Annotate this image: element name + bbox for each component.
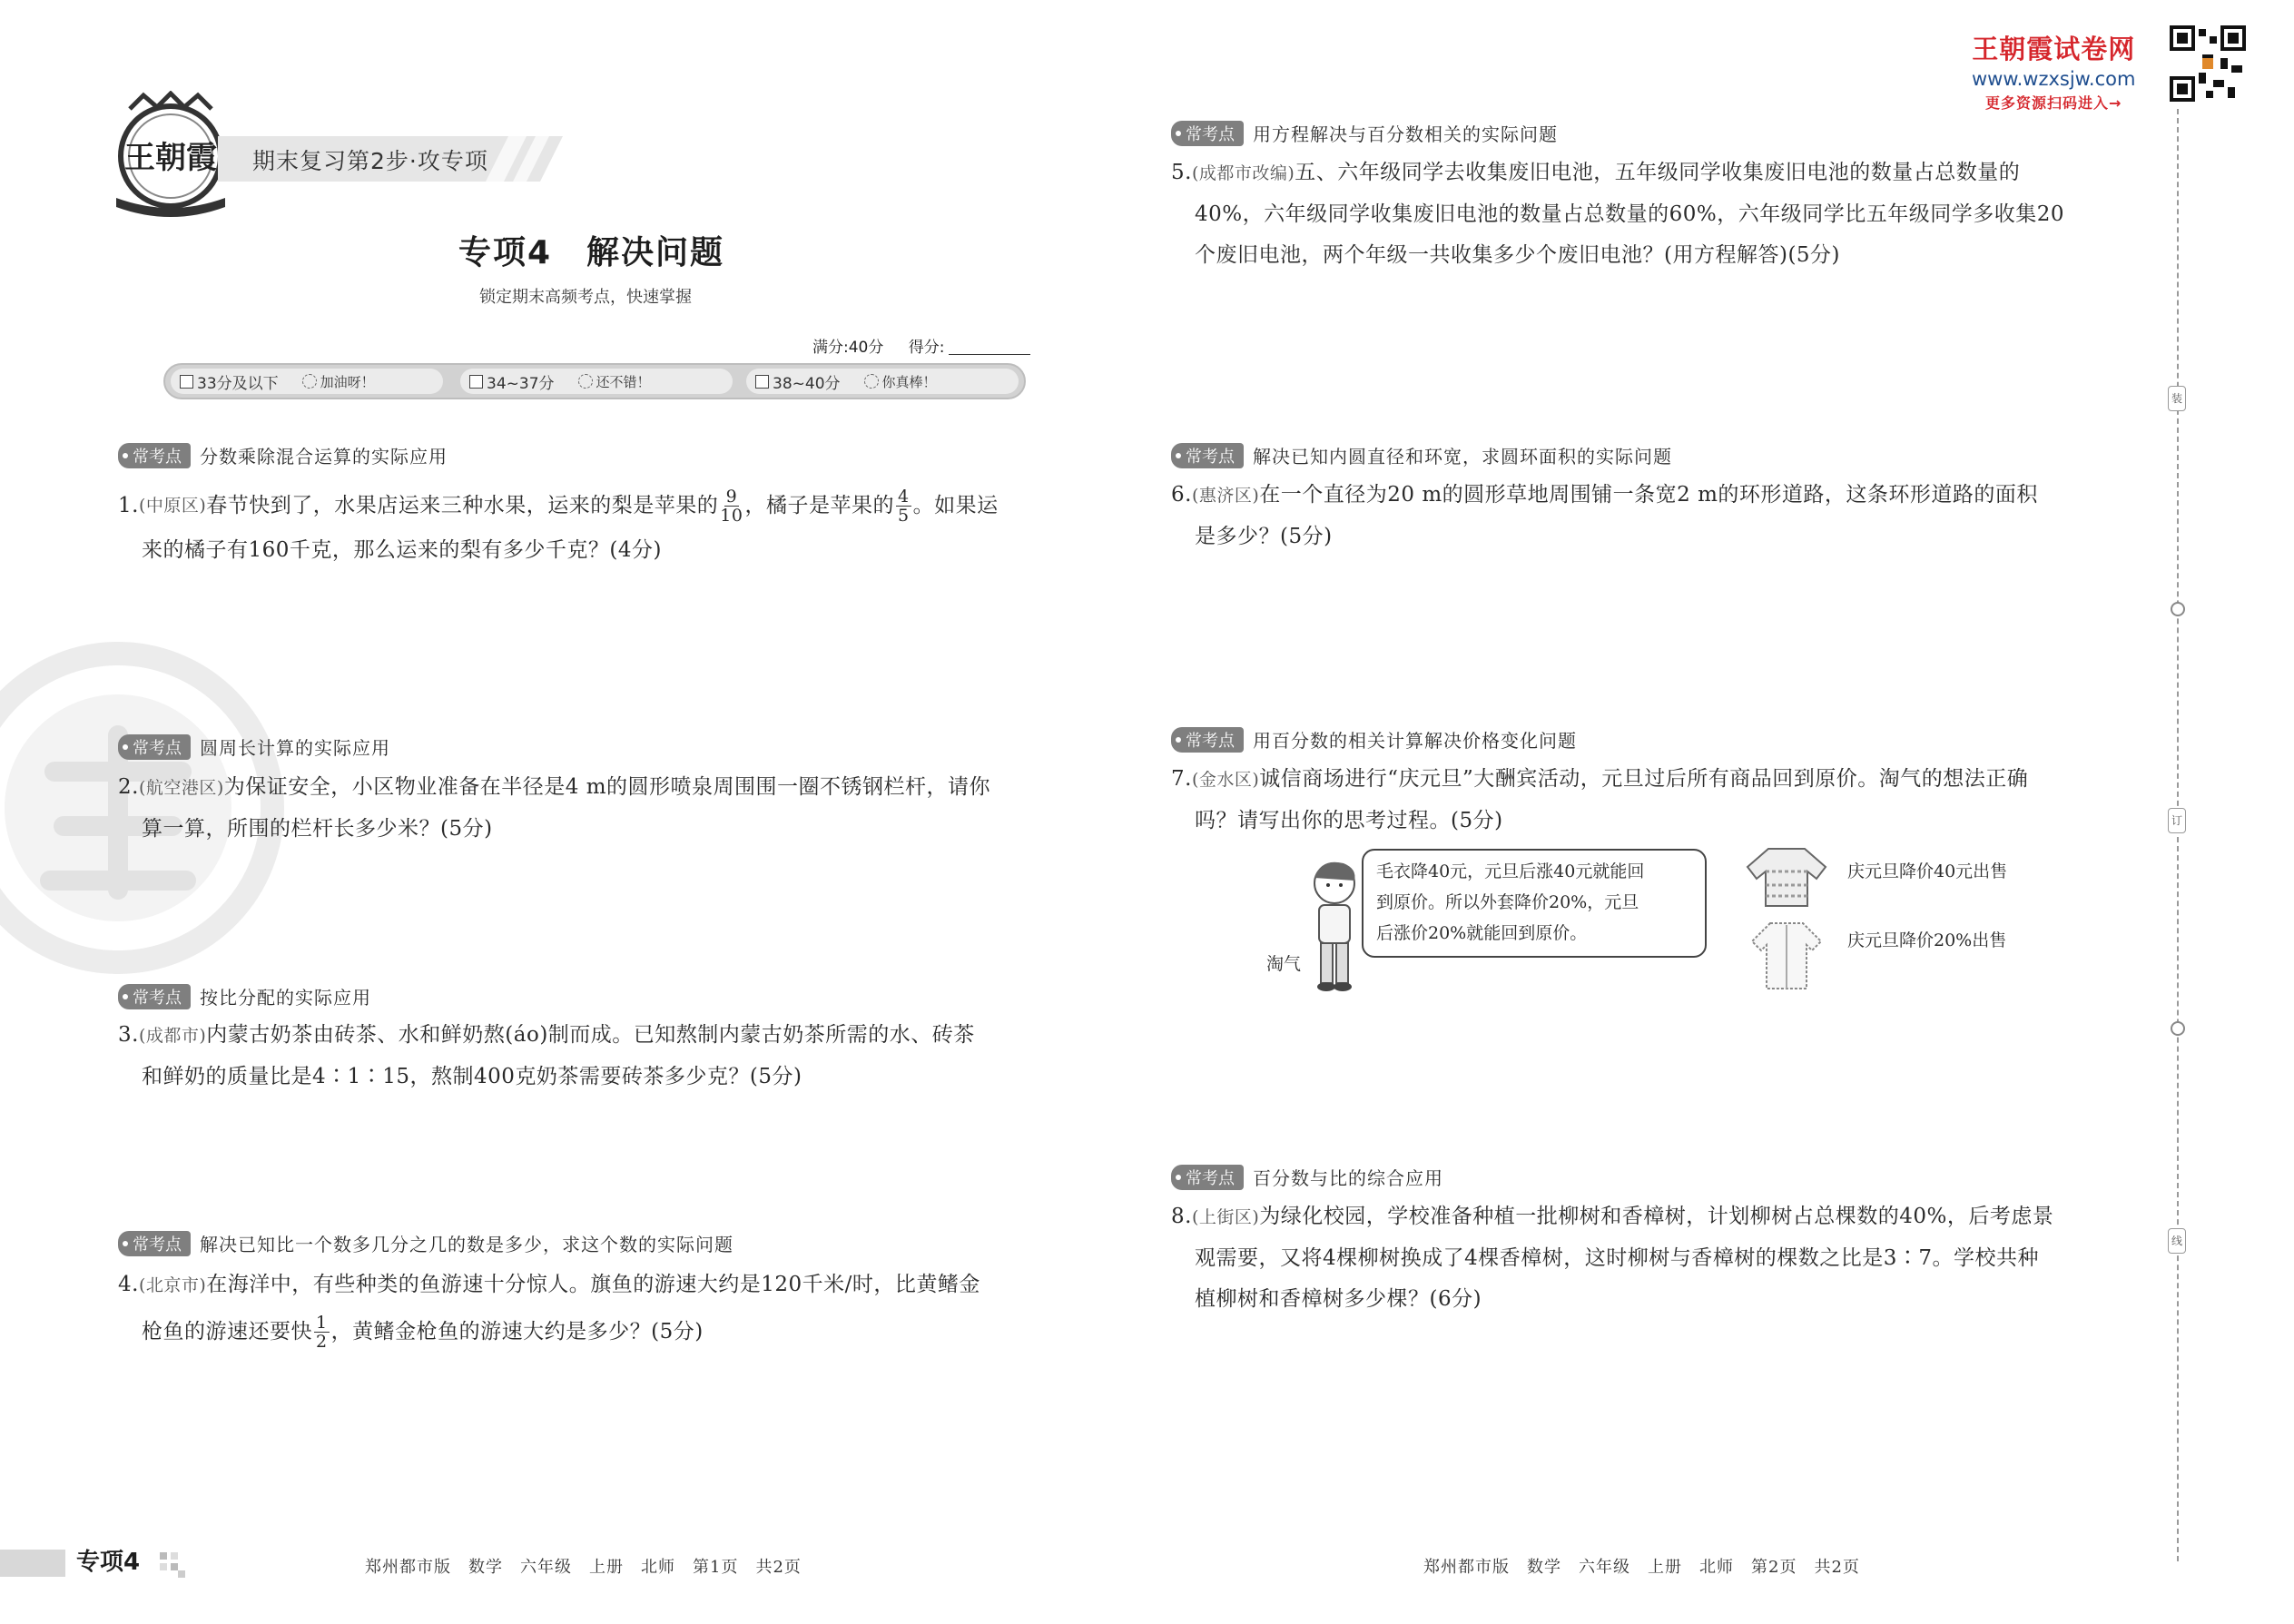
- smile-icon: [864, 374, 879, 389]
- bubble-line: 毛衣降40元，元旦后涨40元就能回: [1376, 861, 1645, 881]
- checkbox-icon[interactable]: [180, 375, 193, 389]
- topic-header-3: [118, 983, 371, 1009]
- fraction: [720, 487, 743, 525]
- footer-info-page-1: 郑州都市版 数学 六年级 上册 北师 第1页 共2页: [365, 1558, 802, 1577]
- binding-hole: [2171, 1021, 2185, 1036]
- topic-header-1: [118, 442, 448, 468]
- key-point-tag: 常考点: [1171, 443, 1244, 468]
- smile-icon: [302, 374, 317, 389]
- full-score: 满分:40分: [812, 339, 884, 357]
- denominator: 5: [897, 506, 910, 526]
- smile-icon: [578, 374, 593, 389]
- question-number: 7.: [1171, 767, 1192, 791]
- question-text: 个废旧电池，两个年级一共收集多少个废旧电池？(用方程解答)(5分): [1195, 243, 1841, 267]
- qr-code-icon[interactable]: [2170, 25, 2246, 102]
- topic-text: 解决已知比一个数多几分之几的数是多少，求这个数的实际问题: [200, 1234, 733, 1255]
- question-number: 3.: [118, 1023, 139, 1047]
- fraction: [896, 487, 911, 525]
- brand-more[interactable]: 更多资源扫码进入→: [1985, 94, 2122, 112]
- binding-mark: 装: [2168, 386, 2186, 411]
- question-text: 在一个直径为20 m的圆形草地周围铺一条宽2 m的环形道路，这条环形道路的面积: [1259, 483, 2038, 507]
- question-number: 1.: [118, 494, 139, 517]
- topic-header-6: [1171, 442, 1672, 468]
- footer-decoration: [160, 1552, 185, 1578]
- question-text: 在海洋中，有些种类的鱼游速十分惊人。旗鱼的游速大约是120千米/时，比黄鳍金: [206, 1273, 980, 1296]
- question-line: [118, 1312, 1080, 1353]
- rating-bar: [163, 363, 1026, 399]
- question-source: (金水区): [1191, 770, 1260, 790]
- sale-tag-sweater: 庆元旦降价40元出售: [1847, 861, 2008, 881]
- question-5: [1171, 153, 2142, 276]
- topic-text: 用百分数的相关计算解决价格变化问题: [1253, 730, 1577, 752]
- key-point-tag: 常考点: [1171, 121, 1244, 146]
- svg-text:王朝霞: 王朝霞: [124, 140, 217, 176]
- topic-text: 圆周长计算的实际应用: [200, 737, 390, 759]
- rating-range: 33分及以下: [197, 374, 279, 393]
- denominator: 10: [720, 506, 743, 526]
- question-text: 是多少？(5分): [1195, 525, 1333, 548]
- footer-label: 专项4: [76, 1549, 141, 1576]
- question-7-figure: [1248, 840, 2156, 999]
- question-text: 诚信商场进行“庆元旦”大酬宾活动，元旦过后所有商品回到原价。淘气的想法正确: [1259, 767, 2029, 791]
- question-source: (航空港区): [138, 778, 224, 798]
- sale-tag-jacket: 庆元旦降价20%出售: [1847, 930, 2007, 950]
- key-point-tag: 常考点: [118, 1231, 191, 1256]
- binding-mark: 订: [2168, 808, 2186, 833]
- rating-option-2[interactable]: [460, 369, 733, 394]
- denominator: 2: [316, 1332, 328, 1352]
- binding-hole: [2171, 602, 2185, 616]
- question-source: (北京市): [138, 1275, 207, 1295]
- jacket-icon: [1750, 920, 1823, 992]
- question-source: (上街区): [1191, 1207, 1260, 1227]
- question-1: [118, 486, 1080, 571]
- rating-option-1[interactable]: [171, 369, 443, 394]
- key-point-tag: 常考点: [1171, 1165, 1244, 1190]
- question-text: 和鲜奶的质量比是4∶1∶15，熬制400克奶茶需要砖茶多少克？(5分): [142, 1065, 802, 1088]
- question-text: ，橘子是苹果的: [744, 494, 894, 517]
- question-source: (惠济区): [1191, 486, 1260, 506]
- key-point-tag: 常考点: [118, 443, 191, 468]
- numerator: 9: [725, 487, 738, 507]
- question-source: (成都市): [138, 1026, 207, 1046]
- question-7: [1171, 759, 2142, 842]
- rating-comment: 加油呀！: [320, 373, 375, 390]
- topic-header-4: [118, 1230, 733, 1256]
- key-point-tag: 常考点: [1171, 727, 1244, 753]
- question-text: 吗？请写出你的思考过程。(5分): [1195, 809, 1503, 832]
- checkbox-icon[interactable]: [755, 375, 769, 389]
- topic-text: 分数乘除混合运算的实际应用: [200, 446, 448, 468]
- question-number: 4.: [118, 1273, 139, 1296]
- question-8: [1171, 1196, 2142, 1320]
- question-text: 植柳树和香樟树多少棵？(6分): [1195, 1287, 1482, 1311]
- rating-range: 38~40分: [773, 374, 841, 393]
- question-text: 算一算，所围的栏杆长多少米？(5分): [142, 817, 493, 841]
- topic-header-8: [1171, 1164, 1443, 1190]
- question-text: 。如果运: [912, 494, 999, 517]
- question-number: 5.: [1171, 161, 1192, 184]
- key-point-tag: 常考点: [118, 984, 191, 1009]
- footer-info-page-2: 郑州都市版 数学 六年级 上册 北师 第2页 共2页: [1423, 1558, 1860, 1577]
- bubble-line: 到原价。所以外套降价20%，元旦: [1376, 892, 1639, 912]
- speech-bubble: [1362, 849, 1707, 958]
- brand-url[interactable]: www.wzxsjw.com: [1972, 68, 2136, 90]
- footer-tab: [0, 1550, 65, 1577]
- topic-header-5: [1171, 120, 1558, 146]
- rating-range: 34~37分: [487, 374, 555, 393]
- brand-name: 王朝霞试卷网: [1972, 34, 2136, 64]
- question-text: 五、六年级同学去收集废旧电池，五年级同学收集废旧电池的数量占总数量的: [1295, 161, 2021, 184]
- page-title: 专项4 解决问题: [458, 234, 725, 271]
- question-text: 为绿化校园，学校准备种植一批柳树和香樟树，计划柳树占总棵数的40%，后考虑景: [1259, 1205, 2054, 1228]
- rating-comment: 还不错！: [596, 373, 651, 390]
- question-text: 40%，六年级同学收集废旧电池的数量占总数量的60%，六年级同学比五年级同学多收集20: [1195, 202, 2065, 226]
- question-6: [1171, 475, 2142, 557]
- binding-mark: 线: [2168, 1228, 2186, 1254]
- fraction: [314, 1314, 330, 1351]
- boy-illustration: [1303, 858, 1366, 994]
- question-text: 枪鱼的游速还要快: [142, 1320, 312, 1343]
- question-2: [118, 767, 1080, 850]
- rating-comment: 你真棒！: [881, 373, 937, 390]
- topic-header-2: [118, 733, 390, 760]
- binding-line: [2177, 109, 2179, 1561]
- question-text: 为保证安全，小区物业准备在半径是4 m的圆形喷泉周围围一圈不锈钢栏杆，请你: [223, 775, 991, 799]
- numerator: 4: [897, 487, 910, 507]
- question-source: (中原区): [138, 496, 207, 516]
- question-text: 观需要，又将4棵柳树换成了4棵香樟树，这时柳树与香樟树的棵数之比是3∶7。学校共种: [1195, 1246, 2040, 1270]
- page-subtitle: 锁定期末高频考点，快速掌握: [479, 288, 692, 307]
- topic-text: 按比分配的实际应用: [200, 987, 371, 1009]
- step-label: 期末复习第2步·攻专项: [252, 148, 488, 174]
- score-line: [812, 334, 1030, 357]
- bubble-line: 后涨价20%就能回到原价。: [1376, 923, 1588, 943]
- sweater-icon: [1746, 844, 1827, 908]
- question-number: 2.: [118, 775, 139, 799]
- checkbox-icon[interactable]: [469, 375, 483, 389]
- topic-text: 百分数与比的综合应用: [1253, 1167, 1443, 1189]
- question-text: 春节快到了，水果店运来三种水果，运来的梨是苹果的: [206, 494, 719, 517]
- boy-name: 淘气: [1266, 954, 1302, 974]
- score-label: 得分:: [908, 339, 945, 357]
- score-blank[interactable]: [949, 354, 1030, 355]
- rating-option-3[interactable]: [746, 369, 1019, 394]
- question-3: [118, 1015, 1080, 1097]
- question-source: (成都市改编): [1191, 163, 1295, 183]
- topic-text: 解决已知内圆直径和环宽，求圆环面积的实际问题: [1253, 446, 1672, 468]
- question-text: 来的橘子有160千克，那么运来的梨有多少千克？(4分): [142, 538, 662, 562]
- brand-block: [1972, 29, 2135, 113]
- question-4: [118, 1265, 1080, 1353]
- topic-header-7: [1171, 726, 1577, 753]
- topic-text: 用方程解决与百分数相关的实际问题: [1253, 123, 1558, 145]
- step-ribbon: [182, 136, 563, 182]
- question-text: 内蒙古奶茶由砖茶、水和鲜奶熬(áo)制而成。已知熬制内蒙古奶茶所需的水、砖茶: [206, 1023, 975, 1047]
- key-point-tag: 常考点: [118, 734, 191, 760]
- question-text: ，黄鳍金枪鱼的游速大约是多少？(5分): [330, 1320, 704, 1343]
- question-number: 8.: [1171, 1205, 1192, 1228]
- question-number: 6.: [1171, 483, 1192, 507]
- numerator: 1: [316, 1313, 328, 1333]
